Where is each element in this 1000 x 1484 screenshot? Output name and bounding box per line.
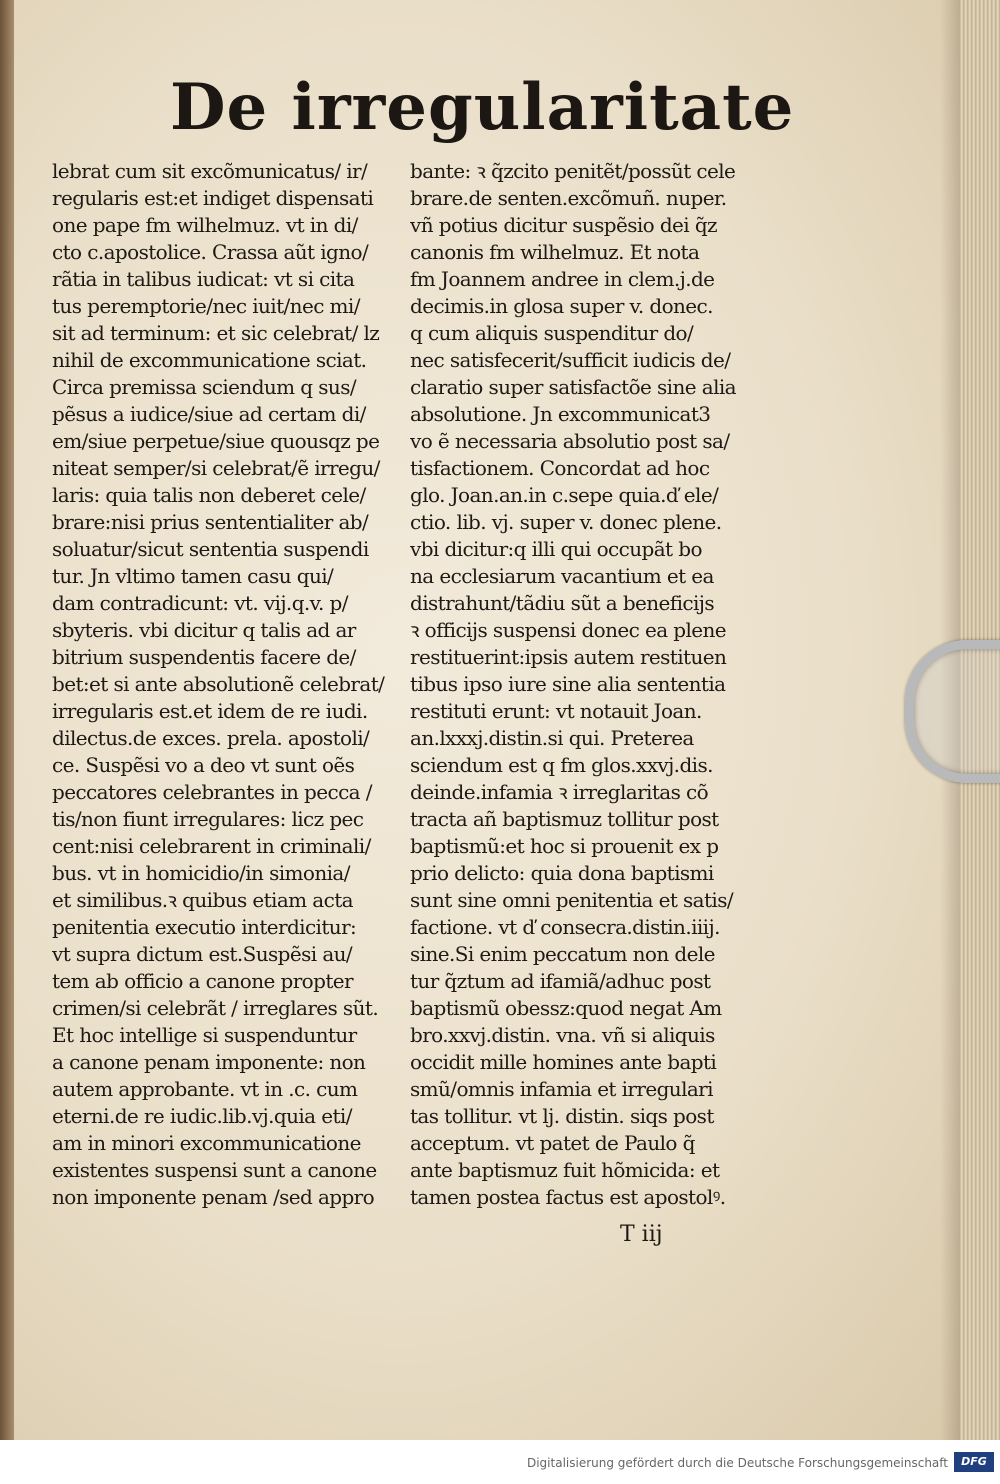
- text-line: brare:nisi prius sententialiter ab/: [52, 510, 369, 534]
- text-line: nihil de excommunicatione sciat.: [52, 348, 367, 372]
- text-line: peccatores celebrantes in pecca /: [52, 780, 372, 804]
- text-line: ctio. lib. vj. super v. donec plene.: [410, 510, 722, 534]
- text-line: baptismũ:et hoc si prouenit ex p: [410, 834, 719, 858]
- running-header: De irregularitate: [170, 70, 795, 145]
- text-line: existentes suspensi sunt a canone: [52, 1158, 377, 1182]
- text-line: sine.Si enim peccatum non dele: [410, 942, 715, 966]
- text-line: Circa premissa sciendum q sus/: [52, 375, 357, 399]
- text-line: prio delicto: quia dona baptismi: [410, 861, 714, 885]
- text-line: pẽsus a iudice/siue ad certam di/: [52, 402, 366, 426]
- text-line: brare.de senten.excõmuñ. nuper.: [410, 186, 727, 210]
- text-line: nec satisfecerit/sufficit iudicis de/: [410, 348, 731, 372]
- text-line: autem approbante. vt in .c. cum: [52, 1077, 358, 1101]
- text-line: vbi dicitur:q illi qui occupãt bo: [410, 537, 702, 561]
- text-line: cto c.apostolice. Crassa aũt igno/: [52, 240, 369, 264]
- text-line: restituerint:ipsis autem restituen: [410, 645, 727, 669]
- text-line: factione. vt ď consecra.distin.iiij.: [410, 915, 720, 939]
- digitization-footer: [0, 1440, 1000, 1484]
- text-line: bante: ꝛ q̃zcito penitẽt/possũt cele: [410, 159, 736, 183]
- text-line: q cum aliquis suspenditur do/: [410, 321, 694, 345]
- text-line: bitrium suspendentis facere de/: [52, 645, 356, 669]
- text-line: ꝛ officijs suspensi donec ea plene: [410, 618, 727, 642]
- text-line: ce. Suspẽsi vo a deo vt sunt oẽs: [52, 753, 355, 777]
- text-line: sit ad terminum: et sic celebrat/ lz: [52, 321, 380, 345]
- text-line: tas tollitur. vt lj. distin. siqs post: [410, 1104, 714, 1128]
- text-line: laris: quia talis non deberet cele/: [52, 483, 366, 507]
- text-line: tus peremptorie/nec iuit/nec mi/: [52, 294, 360, 318]
- text-line: tisfactionem. Concordat ad hoc: [410, 456, 710, 480]
- text-line: bro.xxvj.distin. vna. vñ si aliquis: [410, 1023, 715, 1047]
- text-line: canonis fm wilhelmuz. Et nota: [410, 240, 700, 264]
- text-line: tur. Jn vltimo tamen casu qui/: [52, 564, 334, 588]
- text-line: niteat semper/si celebrat/ẽ irregu/: [52, 456, 380, 480]
- text-line: glo. Joan.an.in c.sepe quia.ď ele/: [410, 483, 719, 507]
- text-line: tibus ipso iure sine alia sententia: [410, 672, 726, 696]
- text-line: vt supra dictum est.Suspẽsi au/: [52, 942, 353, 966]
- text-line: dilectus.de exces. prela. apostoli/: [52, 726, 370, 750]
- text-line: fm Joannem andree in clem.j.de: [410, 267, 715, 291]
- text-line: sbyteris. vbi dicitur q talis ad ar: [52, 618, 356, 642]
- text-column-right: [410, 158, 780, 1211]
- text-line: sciendum est q fm glos.xxvj.dis.: [410, 753, 713, 777]
- text-line: regularis est:et indiget dispensati: [52, 186, 374, 210]
- text-line: cent:nisi celebrarent in criminali/: [52, 834, 371, 858]
- text-line: vñ potius dicitur suspẽsio dei q̃z: [410, 213, 717, 237]
- text-column-left: [52, 158, 412, 1211]
- text-line: occidit mille homines ante bapti: [410, 1050, 717, 1074]
- text-line: et similibus.ꝛ quibus etiam acta: [52, 888, 353, 912]
- text-line: bet:et si ante absolutionẽ celebrat/: [52, 672, 385, 696]
- text-line: ante baptismuz fuit hõmicida: et: [410, 1158, 720, 1182]
- text-line: rãtia in talibus iudicat: vt si cita: [52, 267, 355, 291]
- text-line: am in minori excommunicatione: [52, 1131, 361, 1155]
- dfg-logo-icon: DFG: [954, 1452, 994, 1472]
- text-line: Et hoc intellige si suspenduntur: [52, 1023, 357, 1047]
- page-clip: [905, 640, 1000, 783]
- text-line: crimen/si celebrãt / irreglares sũt.: [52, 996, 379, 1020]
- text-line: an.lxxxj.distin.si qui. Preterea: [410, 726, 694, 750]
- text-line: dam contradicunt: vt. vij.q.v. p/: [52, 591, 348, 615]
- text-line: tem ab officio a canone propter: [52, 969, 353, 993]
- text-line: distrahunt/tãdiu sũt a beneficijs: [410, 591, 715, 615]
- text-line: absolutione. Jn excommunicat3: [410, 402, 711, 426]
- text-line: penitentia executio interdicitur:: [52, 915, 357, 939]
- text-line: decimis.in glosa super v. donec.: [410, 294, 713, 318]
- text-line: tis/non fiunt irregulares: licz pec: [52, 807, 364, 831]
- text-line: irregularis est.et idem de re iudi.: [52, 699, 368, 723]
- text-line: a canone penam imponente: non: [52, 1050, 366, 1074]
- text-line: lebrat cum sit excõmunicatus/ ir/: [52, 159, 368, 183]
- text-line: restituti erunt: vt notauit Joan.: [410, 699, 702, 723]
- text-line: non imponente penam /sed appro: [52, 1185, 375, 1209]
- text-line: sunt sine omni penitentia et satis/: [410, 888, 734, 912]
- text-line: na ecclesiarum vacantium et ea: [410, 564, 714, 588]
- text-line: baptismũ obessz:quod negat Am: [410, 996, 722, 1020]
- text-line: em/siue perpetue/siue quousqz pe: [52, 429, 380, 453]
- text-line: vo ẽ necessaria absolutio post sa/: [410, 429, 730, 453]
- text-line: eterni.de re iudic.lib.vj.quia eti/: [52, 1104, 352, 1128]
- footer-credit: Digitalisierung gefördert durch die Deutsche Forschungsgemeinschaft: [526, 1456, 948, 1470]
- text-line: tur q̃ztum ad ifamiã/adhuc post: [410, 969, 711, 993]
- signature-mark: T iij: [620, 1222, 663, 1247]
- text-line: deinde.infamia ꝛ irreglaritas cõ: [410, 780, 709, 804]
- text-line: tracta añ baptismuz tollitur post: [410, 807, 719, 831]
- text-line: one pape fm wilhelmuz. vt in di/: [52, 213, 358, 237]
- text-line: smũ/omnis infamia et irregulari: [410, 1077, 713, 1101]
- text-line: acceptum. vt patet de Paulo q̃: [410, 1131, 695, 1155]
- text-line: claratio super satisfactõe sine alia: [410, 375, 736, 399]
- text-line: tamen postea factus est apostolꝰ.: [410, 1185, 726, 1209]
- text-line: bus. vt in homicidio/in simonia/: [52, 861, 350, 885]
- text-line: soluatur/sicut sententia suspendi: [52, 537, 369, 561]
